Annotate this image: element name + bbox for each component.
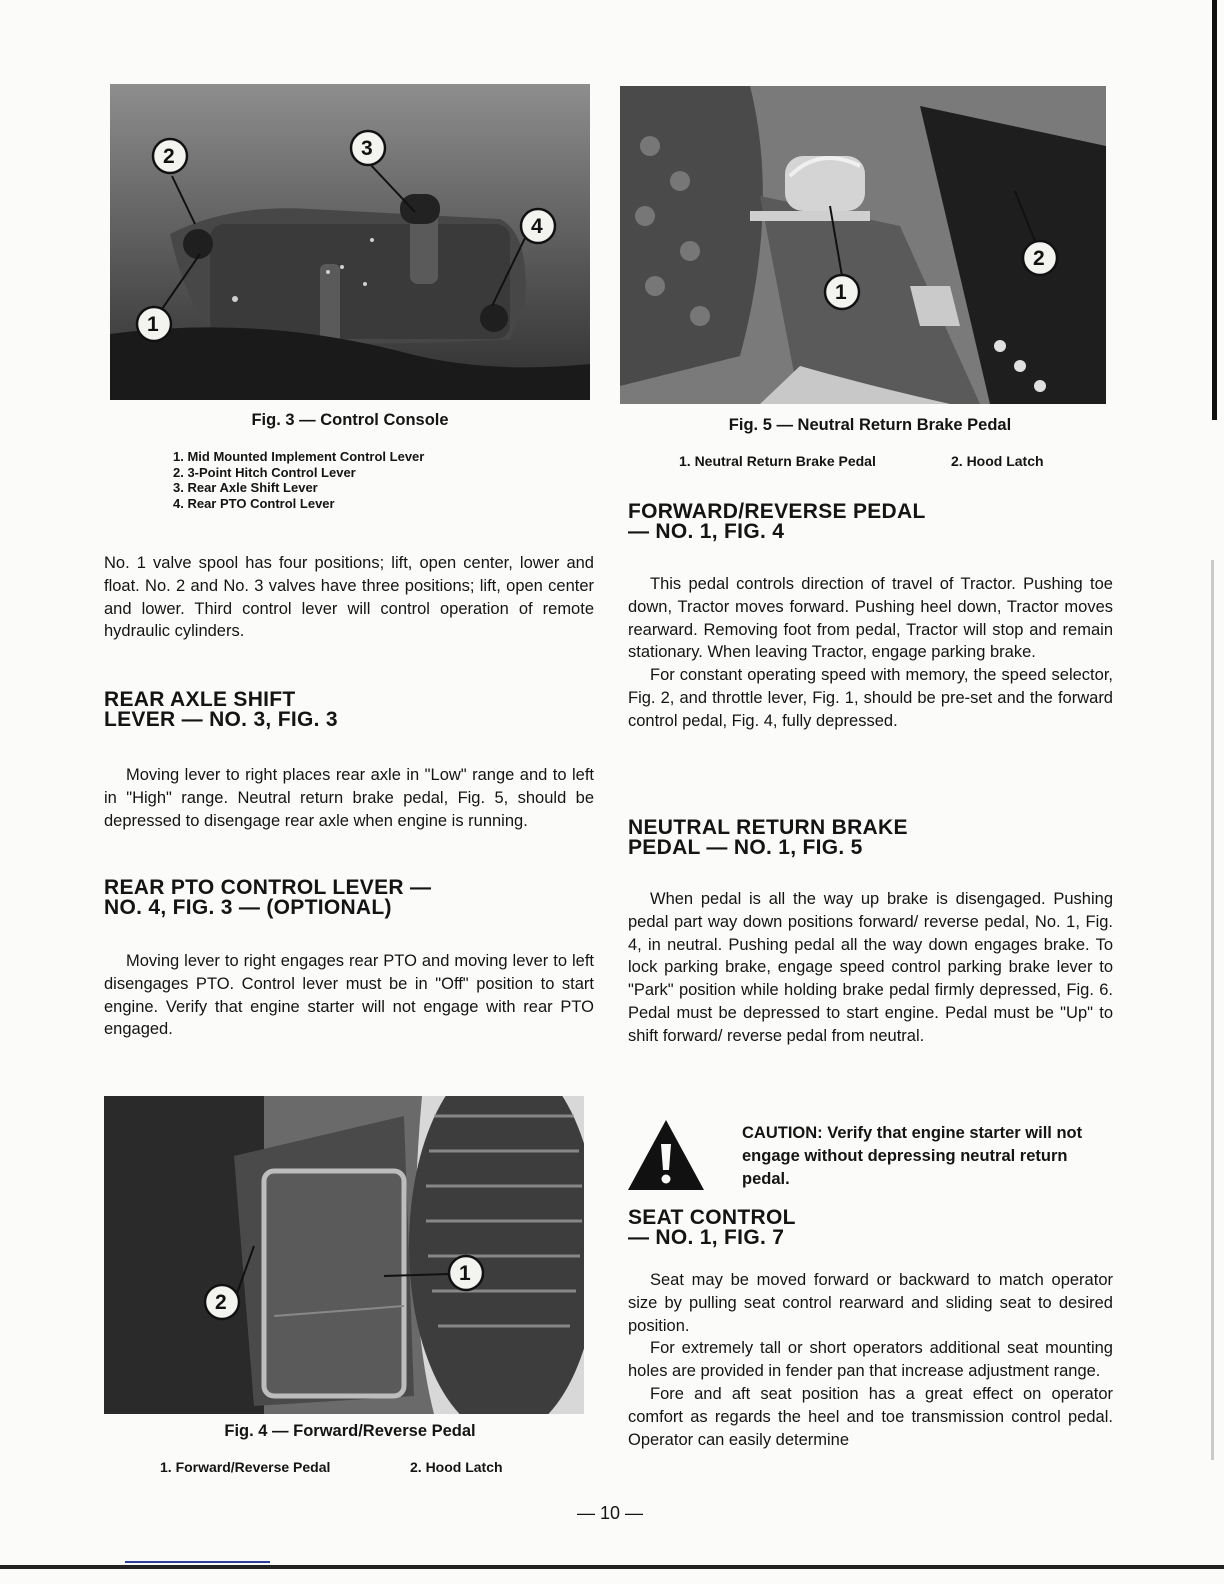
neutral-brake-heading-line-1: NEUTRAL RETURN BRAKE (628, 816, 908, 839)
fig5-photo (620, 86, 1106, 404)
neutral-brake-text: When pedal is all the way up brake is disengaged. Pushing pedal part way down positions forward/ reverse pedal, No. 1, Fig. 4, in neutral. Pushing pedal all the way down engages brake. To lock parking brake, engage speed control parking brake lever to "Park" position while holding brake pedal firmly depressed, Fig. 6. Pedal must be depressed to start engine. Pedal must be "Up" to shift forward/ reverse pedal from neutral. (628, 890, 1113, 1045)
fig3-legend (173, 449, 593, 511)
fig3-caption: Fig. 3 — Control Console (251, 411, 449, 429)
bottom-rule-blue (125, 1561, 270, 1563)
caution-text: CAUTION: Verify that engine starter will not engage without depressing neutral return pedal. (742, 1124, 1083, 1188)
fig3-legend-item-2: 2. 3-Point Hitch Control Lever (173, 464, 356, 480)
seat-control-text-3: Fore and aft seat position has a great effect on operator comfort as regards the heel and toe transmission control pedal. Operator can easily determine (628, 1384, 1113, 1449)
fig3-legend-item-3: 3. Rear Axle Shift Lever (173, 480, 318, 495)
neutral-brake-heading (628, 818, 1048, 858)
forward-reverse-heading-line-1: FORWARD/REVERSE PEDAL (628, 500, 926, 523)
seat-control-text-2: For extremely tall or short operators additional seat mounting holes are provided in fender pan that increase adjustment range. (628, 1339, 1113, 1381)
rear-axle-heading-line-2: LEVER — NO. 3, FIG. 3 (104, 708, 338, 731)
page-edge-rule (1212, 0, 1217, 420)
seat-control-heading-line-2: — NO. 1, FIG. 7 (628, 1226, 785, 1249)
forward-reverse-text-2: For constant operating speed with memory, the speed selector, Fig. 2, and throttle lever, Fig. 1, should be pre-set and the forward control pedal, Fig. 4, fully depressed. (628, 666, 1113, 730)
seat-control-heading-line-1: SEAT CONTROL (628, 1206, 796, 1229)
fig3-callout-4: 4 (531, 215, 543, 238)
fig3-photo (110, 84, 590, 400)
valve-spool-paragraph (104, 552, 594, 643)
fig5-legend-item-2: 2. Hood Latch (951, 453, 1044, 469)
fig5-legend-item-1: 1. Neutral Return Brake Pedal (679, 453, 876, 469)
fig3-callout-2: 2 (163, 145, 175, 168)
page-edge-shadow (1211, 560, 1214, 1460)
forward-reverse-heading (628, 502, 1048, 542)
fig5-callout-2: 2 (1033, 247, 1045, 270)
forward-reverse-heading-line-2: — NO. 1, FIG. 4 (628, 520, 785, 543)
fig5-caption: Fig. 5 — Neutral Return Brake Pedal (728, 416, 1012, 434)
fig4-callout-2: 2 (215, 1291, 227, 1314)
forward-reverse-text-1: This pedal controls direction of travel of Tractor. Pushing toe down, Tractor moves forward. Pushing heel down, Tractor moves rearward. Removing foot from pedal, Tractor will stop and remain stationary. When leaving Tractor, engage parking brake. (628, 575, 1113, 662)
fig3-legend-item-1: 1. Mid Mounted Implement Control Lever (173, 449, 425, 464)
rear-pto-heading-line-1: REAR PTO CONTROL LEVER — (104, 876, 432, 899)
fig4-callout-1: 1 (459, 1262, 471, 1285)
fig4-caption: Fig. 4 — Forward/Reverse Pedal (224, 1422, 476, 1440)
fig4-legend-item-1: 1. Forward/Reverse Pedal (160, 1459, 331, 1475)
rear-pto-text: Moving lever to right engages rear PTO and moving lever to left disengages PTO. Control lever must be in "Off" position to start engine. Verify that engine starter will not engage with rear PTO engaged. (104, 952, 594, 1039)
neutral-brake-paragraph (628, 888, 1113, 1048)
forward-reverse-paragraph (628, 573, 1113, 733)
valve-spool-text: No. 1 valve spool has four positions; lift, open center, lower and float. No. 2 and No. 3 valves have three positions; lift, open center and lower. Third control lever will control operation of remote hydraulic cylinders. (104, 554, 594, 641)
rear-axle-heading (104, 690, 504, 730)
rear-pto-heading (104, 878, 524, 918)
rear-pto-heading-line-2: NO. 4, FIG. 3 — (OPTIONAL) (104, 896, 392, 919)
rear-axle-heading-line-1: REAR AXLE SHIFT (104, 688, 296, 711)
fig4-legend-item-2: 2. Hood Latch (410, 1459, 503, 1475)
fig3-legend-item-4: 4. Rear PTO Control Lever (173, 495, 335, 511)
warning-triangle-icon (626, 1118, 706, 1192)
page-number: — 10 — (576, 1503, 644, 1523)
fig3-callout-1: 1 (147, 313, 159, 336)
fig3-callout-3: 3 (361, 137, 373, 160)
seat-control-paragraph (628, 1269, 1113, 1451)
rear-pto-paragraph (104, 950, 594, 1041)
neutral-brake-heading-line-2: PEDAL — NO. 1, FIG. 5 (628, 836, 863, 859)
bottom-rule (0, 1565, 1224, 1569)
rear-axle-paragraph (104, 764, 594, 832)
fig5-callout-1: 1 (835, 281, 847, 304)
seat-control-heading (628, 1208, 1048, 1248)
seat-control-text-1: Seat may be moved forward or backward to match operator size by pulling seat control rearward and sliding seat to desired position. (628, 1271, 1113, 1335)
fig4-photo (104, 1096, 584, 1414)
rear-axle-text: Moving lever to right places rear axle in "Low" range and to left in "High" range. Neutral return brake pedal, Fig. 5, should be depressed to disengage rear axle when engine is running. (104, 766, 594, 830)
